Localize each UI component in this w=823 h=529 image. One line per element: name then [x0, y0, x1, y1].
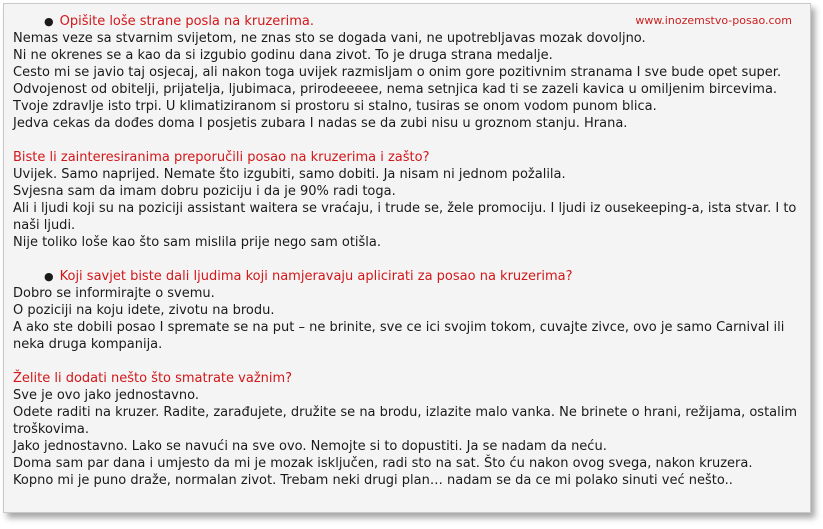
- question-3: ● Koji savjet biste dali ljudima koji namjeravaju aplicirati za posao na kruzerima?: [44, 269, 573, 284]
- interview-text: [13, 13, 808, 489]
- answer-2-line-3: Ali i ljudi koji su na poziciji assistant waitera se vraćaju, i trude se, žele promociju. I ljudi iz ousekeeping-a, ista stvar. I to naši ljudi.: [13, 201, 797, 233]
- answer-1-line-4: Odvojenost od obitelji, prijatelja, ljubimaca, prirodeeeee, nema setnjica kad ti se zazeli kavica u omiljenim bircevima.: [13, 82, 778, 97]
- bullet-icon: ●: [44, 270, 54, 283]
- answer-1-line-6: Jedva cekas da dođes doma I posjetis zubara I nadas se da zubi nisu u groznom stanju. Hrana.: [13, 116, 628, 131]
- answer-4-line-4: Doma sam par dana i umjesto da mi je mozak isključen, radi sto na sat. Što ću nakon ovog svega, nakon kruzera.: [13, 456, 753, 471]
- answer-2-line-4: Nije toliko loše kao što sam mislila prije nego sam otišla.: [13, 235, 382, 250]
- answer-4-line-3: Jako jednostavno. Lako se navući na sve ovo. Nemojte si to dopustiti. Ja se nadam da neću.: [13, 439, 607, 454]
- answer-4-line-2: Odete raditi na kruzer. Radite, zarađujete, družite se na brodu, izlazite malo vanka. Ne brinete o hrani, režijama, ostalim troškovima.: [13, 405, 798, 437]
- question-4: Želite li dodati nešto što smatrate važnim?: [13, 371, 293, 386]
- answer-1-line-2: Ni ne okrenes se a kao da si izgubio godinu dana zivot. To je druga strana medalje.: [13, 48, 553, 63]
- answer-2-line-1: Uvijek. Samo naprijed. Nemate što izgubiti, samo dobiti. Ja nisam ni jednom požalila.: [13, 167, 566, 182]
- question-1: ● Opišite loše strane posla na kruzerima.: [44, 14, 315, 29]
- answer-3-line-1: Dobro se informirajte o svemu.: [13, 286, 215, 301]
- answer-2-line-2: Svjesna sam da imam dobru poziciju i da je 90% radi toga.: [13, 184, 396, 199]
- answer-3-line-2: O poziciji na koju idete, zivotu na brodu.: [13, 303, 275, 318]
- answer-4-line-1: Sve je ovo jako jednostavno.: [13, 388, 199, 403]
- answer-1-line-5: Tvoje zdravlje isto trpi. U klimatiziranom si prostoru si stalno, tusiras se onom vodom punom blica.: [13, 99, 657, 114]
- answer-1-line-1: Nemas veze sa stvarnim svijetom, ne znas sto se dogada vani, ne upotrebljavas mozak dovoljno.: [13, 31, 646, 46]
- question-2: Biste li zainteresiranima preporučili posao na kruzerima i zašto?: [13, 150, 430, 165]
- site-watermark: www.inozemstvo-posao.com: [635, 14, 792, 27]
- answer-4-line-5: Kopno mi je puno draže, normalan zivot. Trebam neki drugi plan… nadam se da ce mi polako sinuti već nešto..: [13, 473, 733, 488]
- bullet-icon: ●: [44, 15, 54, 28]
- answer-1-line-3: Cesto mi se javio taj osjecaj, ali nakon toga uvijek razmisljam o onim gore pozitivnim stranama I sve bude opet super.: [13, 65, 782, 80]
- document-frame: [3, 3, 811, 513]
- answer-3-line-3: A ako ste dobili posao I spremate se na put – ne brinite, sve ce ici svojim tokom, cuvajte zivce, ovo je samo Carnival ili neka druga kompanija.: [13, 320, 785, 352]
